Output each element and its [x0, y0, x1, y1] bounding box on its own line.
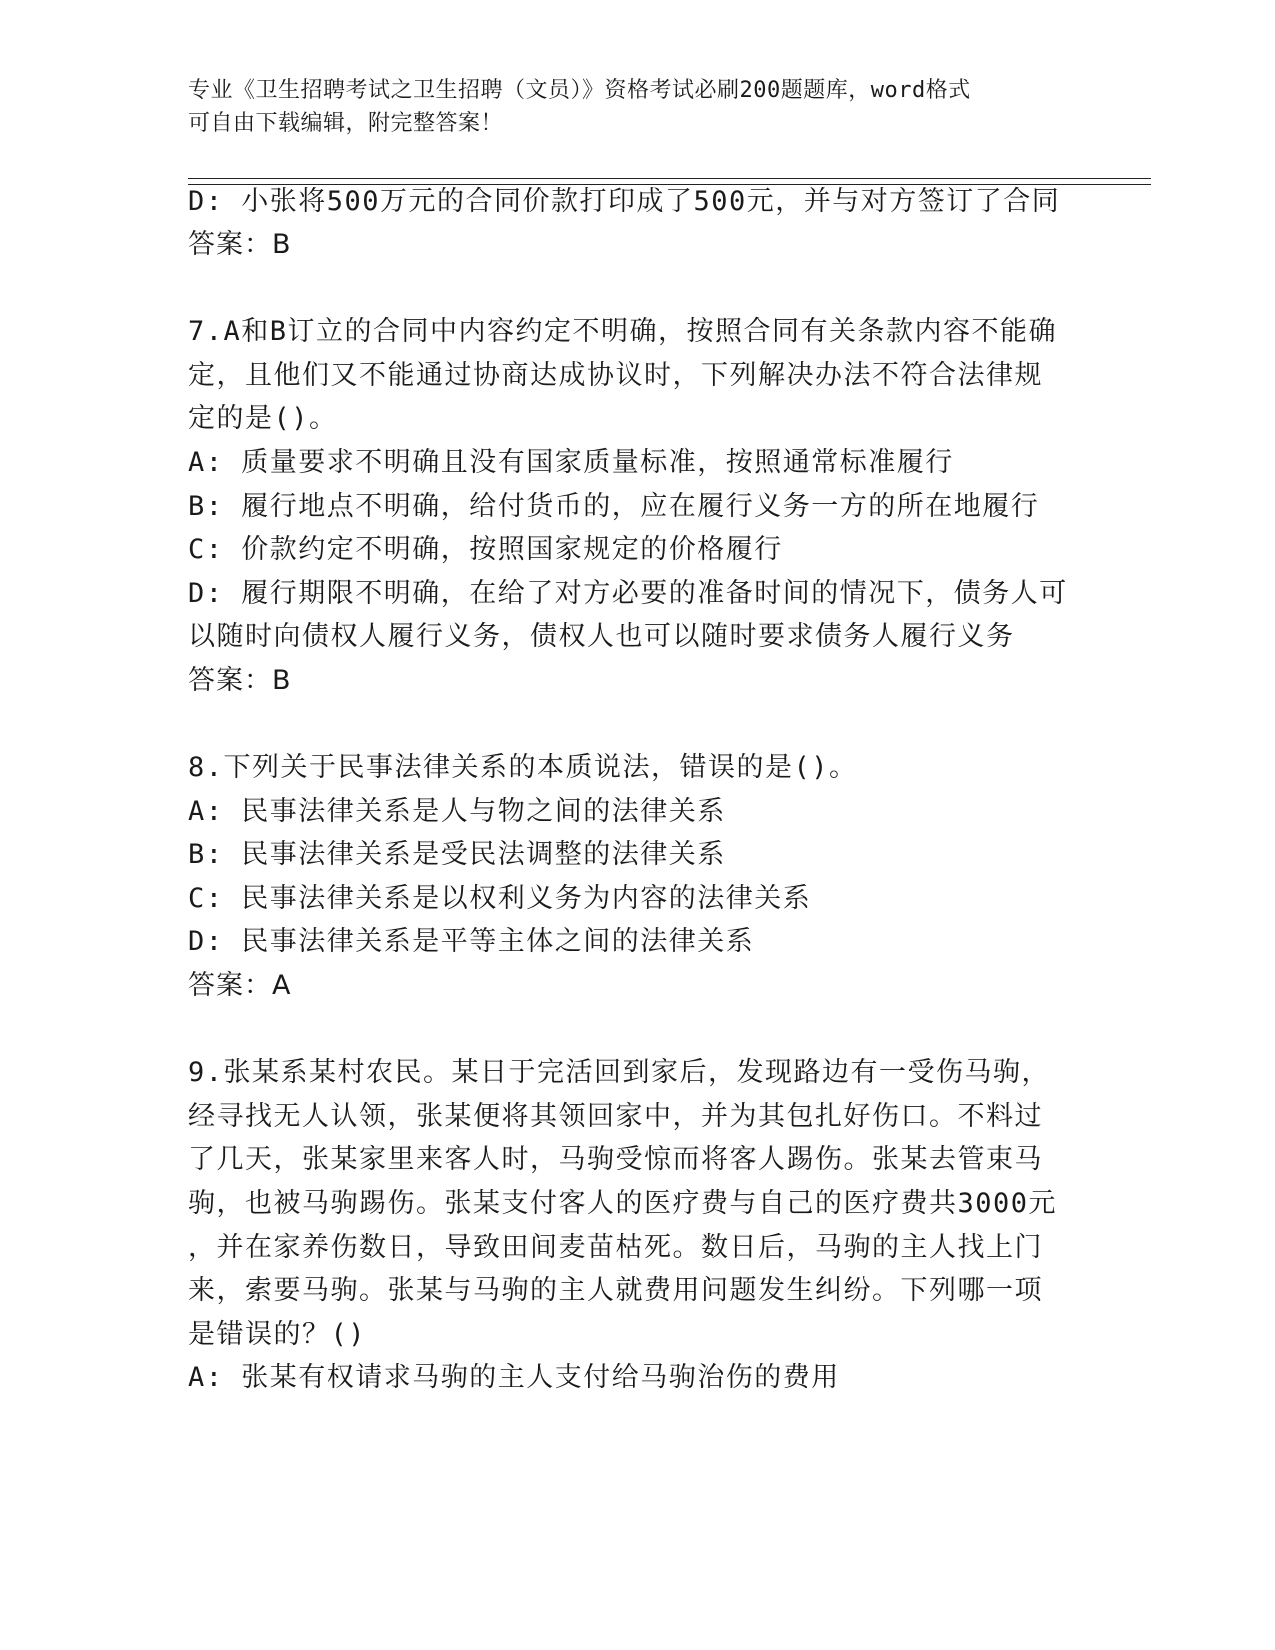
text-line: 定的是()。 [188, 403, 338, 434]
text-line: D: 小张将500万元的合同价款打印成了500元，并与对方签订了合同 [188, 186, 1061, 217]
text-line: B: 民事法律关系是受民法调整的法律关系 [188, 839, 726, 870]
text-line: 了几天，张某家里来客人时，马驹受惊而将客人踢伤。张某去管束马 [188, 1144, 1043, 1175]
text-line: 经寻找无人认领，张某便将其领回家中，并为其包扎好伤口。不料过 [188, 1101, 1043, 1132]
text-line: C: 民事法律关系是以权利义务为内容的法律关系 [188, 883, 812, 914]
text-line: C: 价款约定不明确，按照国家规定的价格履行 [188, 534, 783, 565]
text-line: 8.下列关于民事法律关系的本质说法，错误的是()。 [188, 752, 858, 783]
document-header [188, 74, 1068, 140]
answer-line: 答案：A [188, 970, 292, 1001]
text-line: D: 履行期限不明确，在给了对方必要的准备时间的情况下，债务人可 [188, 578, 1068, 609]
text-line: 驹，也被马驹踢伤。张某支付客人的医疗费与自己的医疗费共3000元 [188, 1188, 1058, 1219]
text-line: 以随时向债权人履行义务，债权人也可以随时要求债务人履行义务 [188, 621, 1015, 652]
header-title-line-2: 可自由下载编辑，附完整答案！ [188, 111, 504, 136]
text-line: 定，且他们又不能通过协商达成协议时，下列解决办法不符合法律规 [188, 360, 1043, 391]
text-line: 来，索要马驹。张某与马驹的主人就费用问题发生纠纷。下列哪一项 [188, 1275, 1043, 1306]
text-line: ，并在家养伤数日，导致田间麦苗枯死。数日后，马驹的主人找上门 [188, 1232, 1043, 1263]
text-line: 9.张某系某村农民。某日于完活回到家后，发现路边有一受伤马驹， [188, 1057, 1051, 1088]
text-line: 是错误的？() [188, 1319, 367, 1350]
text-line: 7.A和B订立的合同中内容约定不明确，按照合同有关条款内容不能确 [188, 316, 1058, 347]
header-title-line-1: 专业《卫生招聘考试之卫生招聘（文员）》资格考试必刷200题题库，word格式 [188, 78, 971, 103]
answer-line: 答案：B [188, 665, 292, 696]
text-line: D: 民事法律关系是平等主体之间的法律关系 [188, 926, 755, 957]
header-rule-top [188, 178, 1151, 179]
text-line: A: 张某有权请求马驹的主人支付给马驹治伤的费用 [188, 1362, 840, 1393]
text-line: A: 民事法律关系是人与物之间的法律关系 [188, 796, 726, 827]
text-line: A: 质量要求不明确且没有国家质量标准，按照通常标准履行 [188, 447, 954, 478]
answer-line: 答案：B [188, 229, 292, 260]
text-line: B: 履行地点不明确，给付货币的，应在履行义务一方的所在地履行 [188, 491, 1040, 522]
